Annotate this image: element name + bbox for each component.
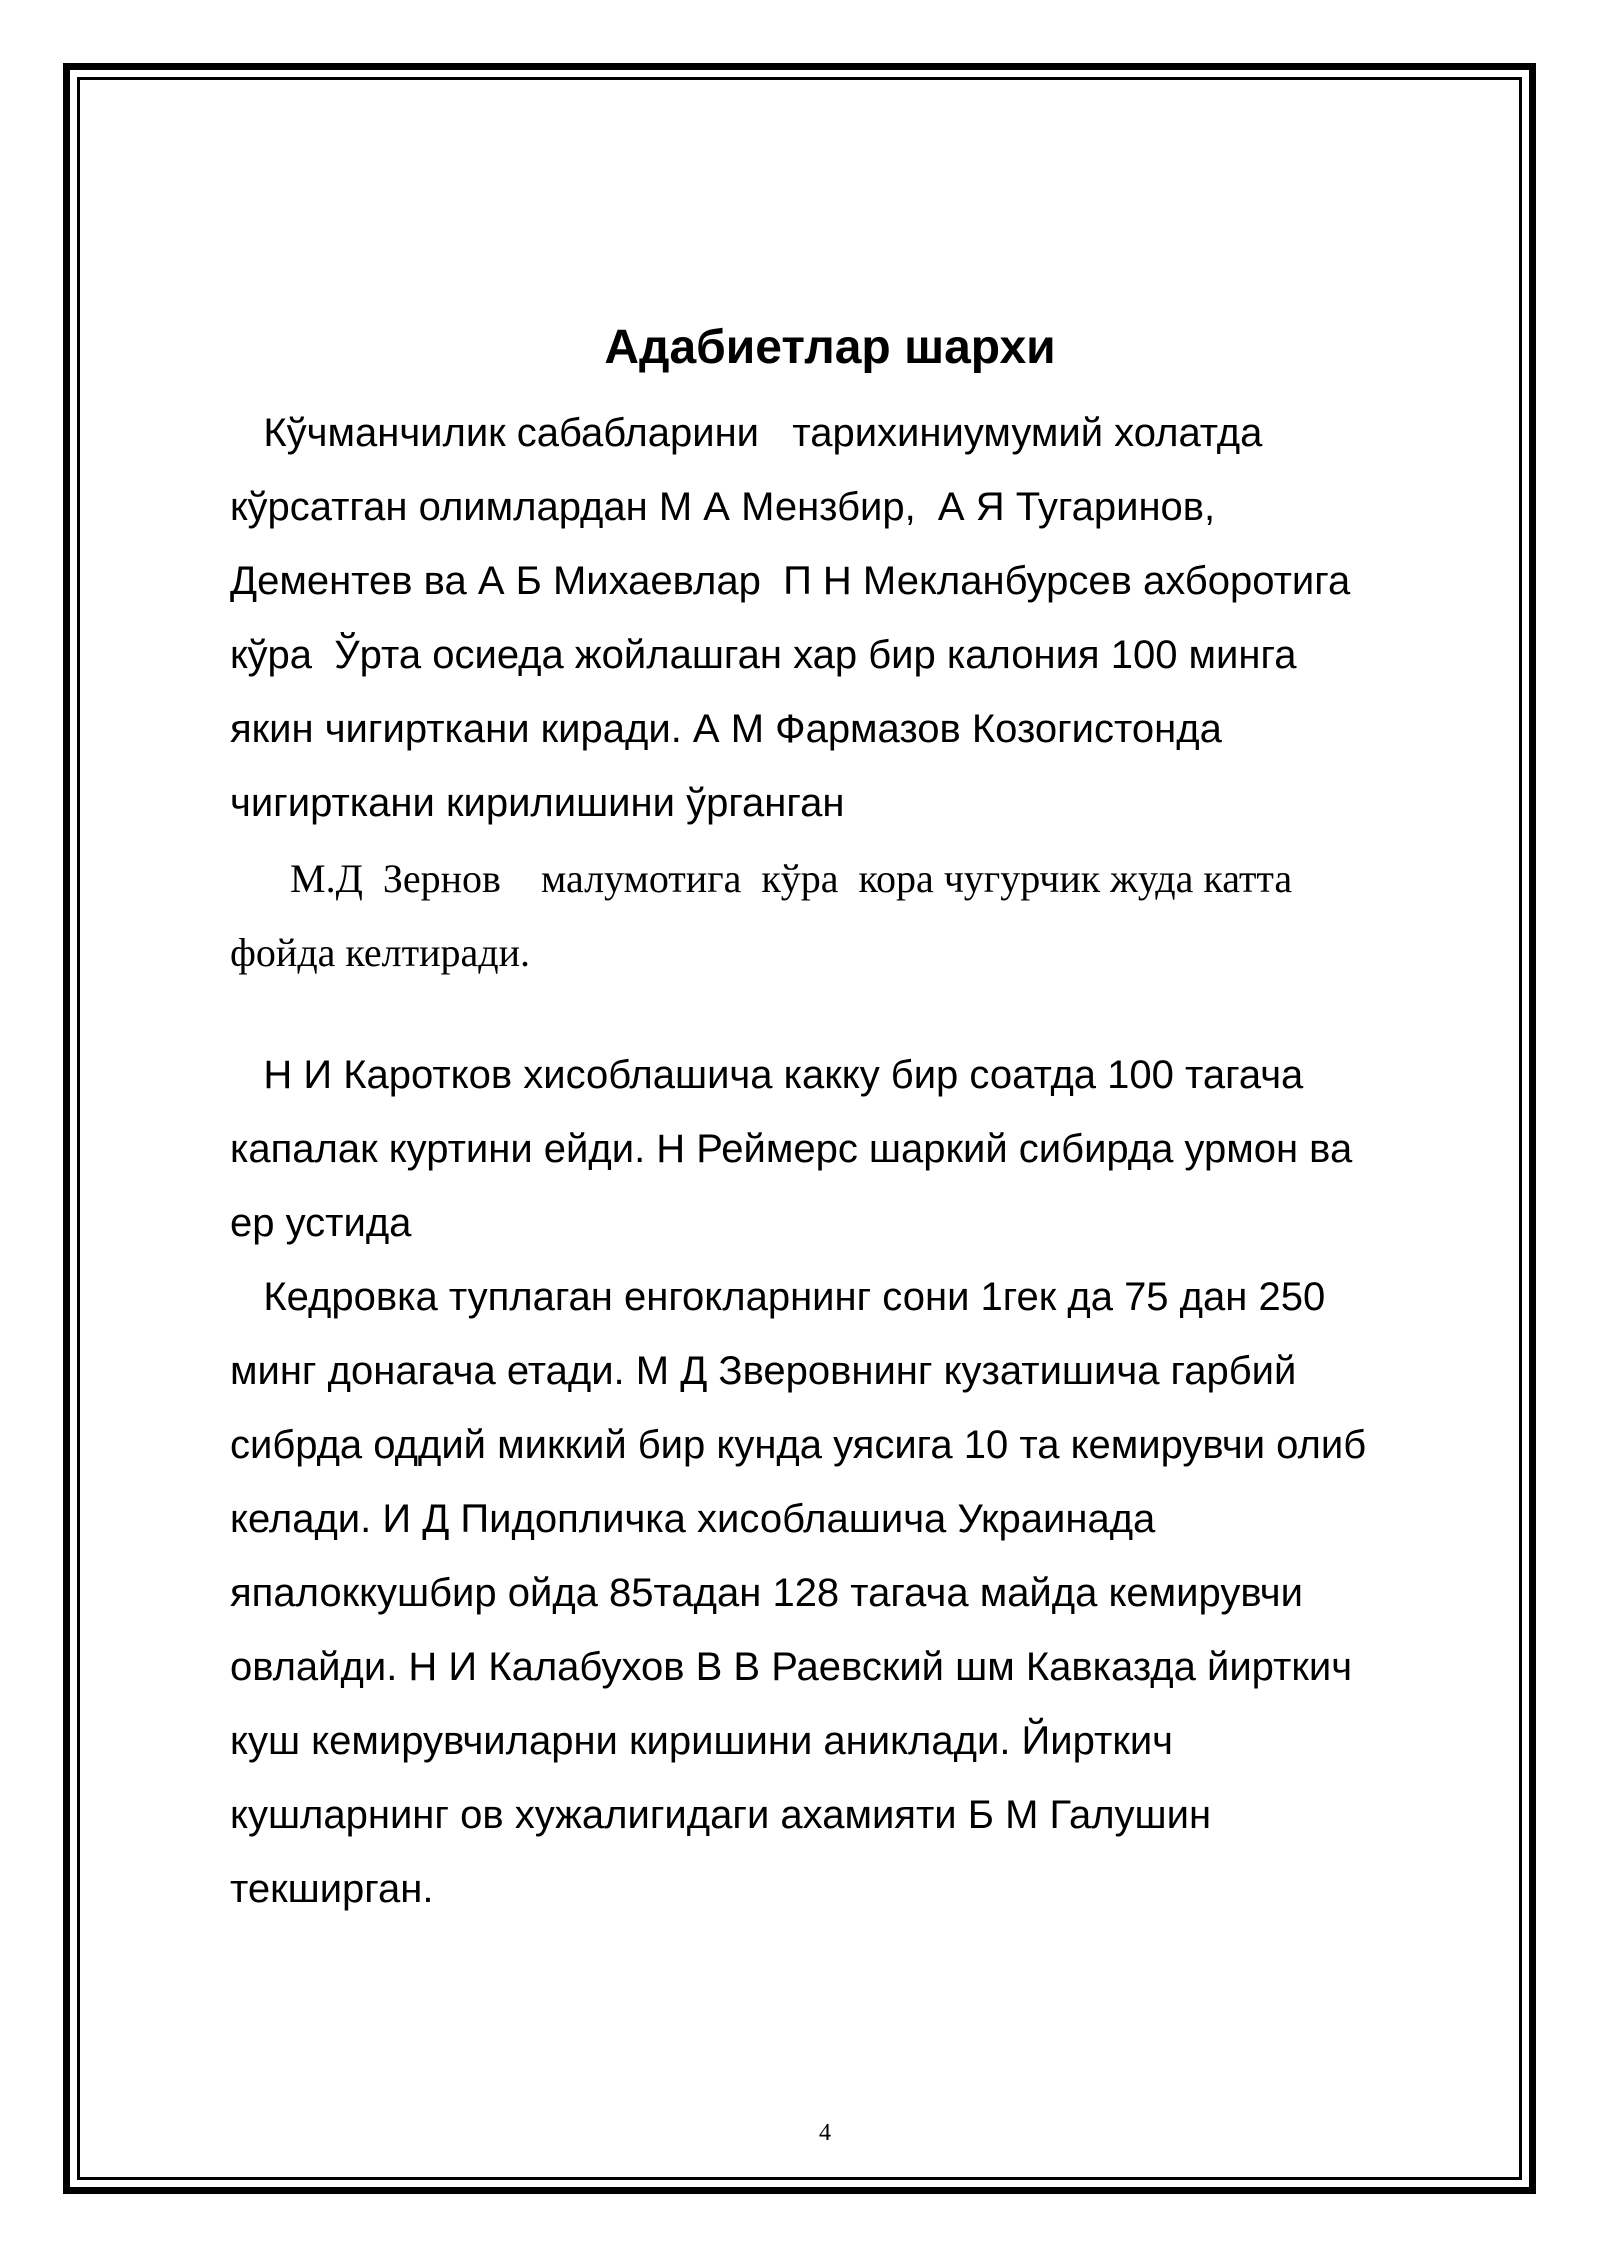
page-number: 4 bbox=[819, 2120, 831, 2146]
text-line: Кўчманчилик сабабларини тарихиниумумий холатда bbox=[230, 411, 1263, 455]
text-line: текширган. bbox=[230, 1867, 434, 1911]
text-line: капалак куртини ейди. Н Реймерс шаркий сибирда урмон ва bbox=[230, 1127, 1353, 1171]
text-line: сибрда оддий миккий бир кунда уясига 10 та кемирувчи олиб bbox=[230, 1423, 1367, 1467]
text-line: овлайди. Н И Калабухов В В Раевский шм Кавказда йирткич bbox=[230, 1645, 1353, 1689]
page-title: Адабиетлар шархи bbox=[604, 321, 1056, 374]
text-line: Кедровка туплаган енгокларнинг сони 1гек да 75 дан 250 bbox=[230, 1275, 1326, 1319]
text-line: фойда келтиради. bbox=[230, 930, 530, 975]
text-line: чигирткани кирилишини ўрганган bbox=[230, 781, 845, 825]
text-line: Н И Каротков хисоблашича какку бир соатда 100 тагача bbox=[230, 1053, 1304, 1097]
text-line: келади. И Д Пидопличка хисоблашича Украинада bbox=[230, 1497, 1156, 1541]
text-line: кўрсатган олимлардан М А Мензбир, А Я Тугаринов, bbox=[230, 485, 1216, 529]
text-line: ер устида bbox=[230, 1201, 412, 1245]
text-line: куш кемирувчиларни киришини аниклади. Йирткич bbox=[230, 1719, 1174, 1763]
text-line: минг донагача етади. М Д Зверовнинг кузатишича гарбий bbox=[230, 1349, 1297, 1393]
text-line: Дементев ва А Б Михаевлар П Н Мекланбурсев ахборотига bbox=[230, 559, 1351, 603]
text-line: кушларнинг ов хужалигидаги ахамияти Б М Галушин bbox=[230, 1793, 1212, 1837]
text-line: кўра Ўрта осиеда жойлашган хар бир калония 100 минга bbox=[230, 633, 1297, 677]
text-line: якин чигирткани киради. А М Фармазов Козогистонда bbox=[230, 707, 1222, 751]
text-line: М.Д Зернов малумотига кўра кора чугурчик жуда катта bbox=[230, 856, 1293, 901]
text-line: япалоккушбир ойда 85тадан 128 тагача майда кемирувчи bbox=[230, 1571, 1303, 1615]
